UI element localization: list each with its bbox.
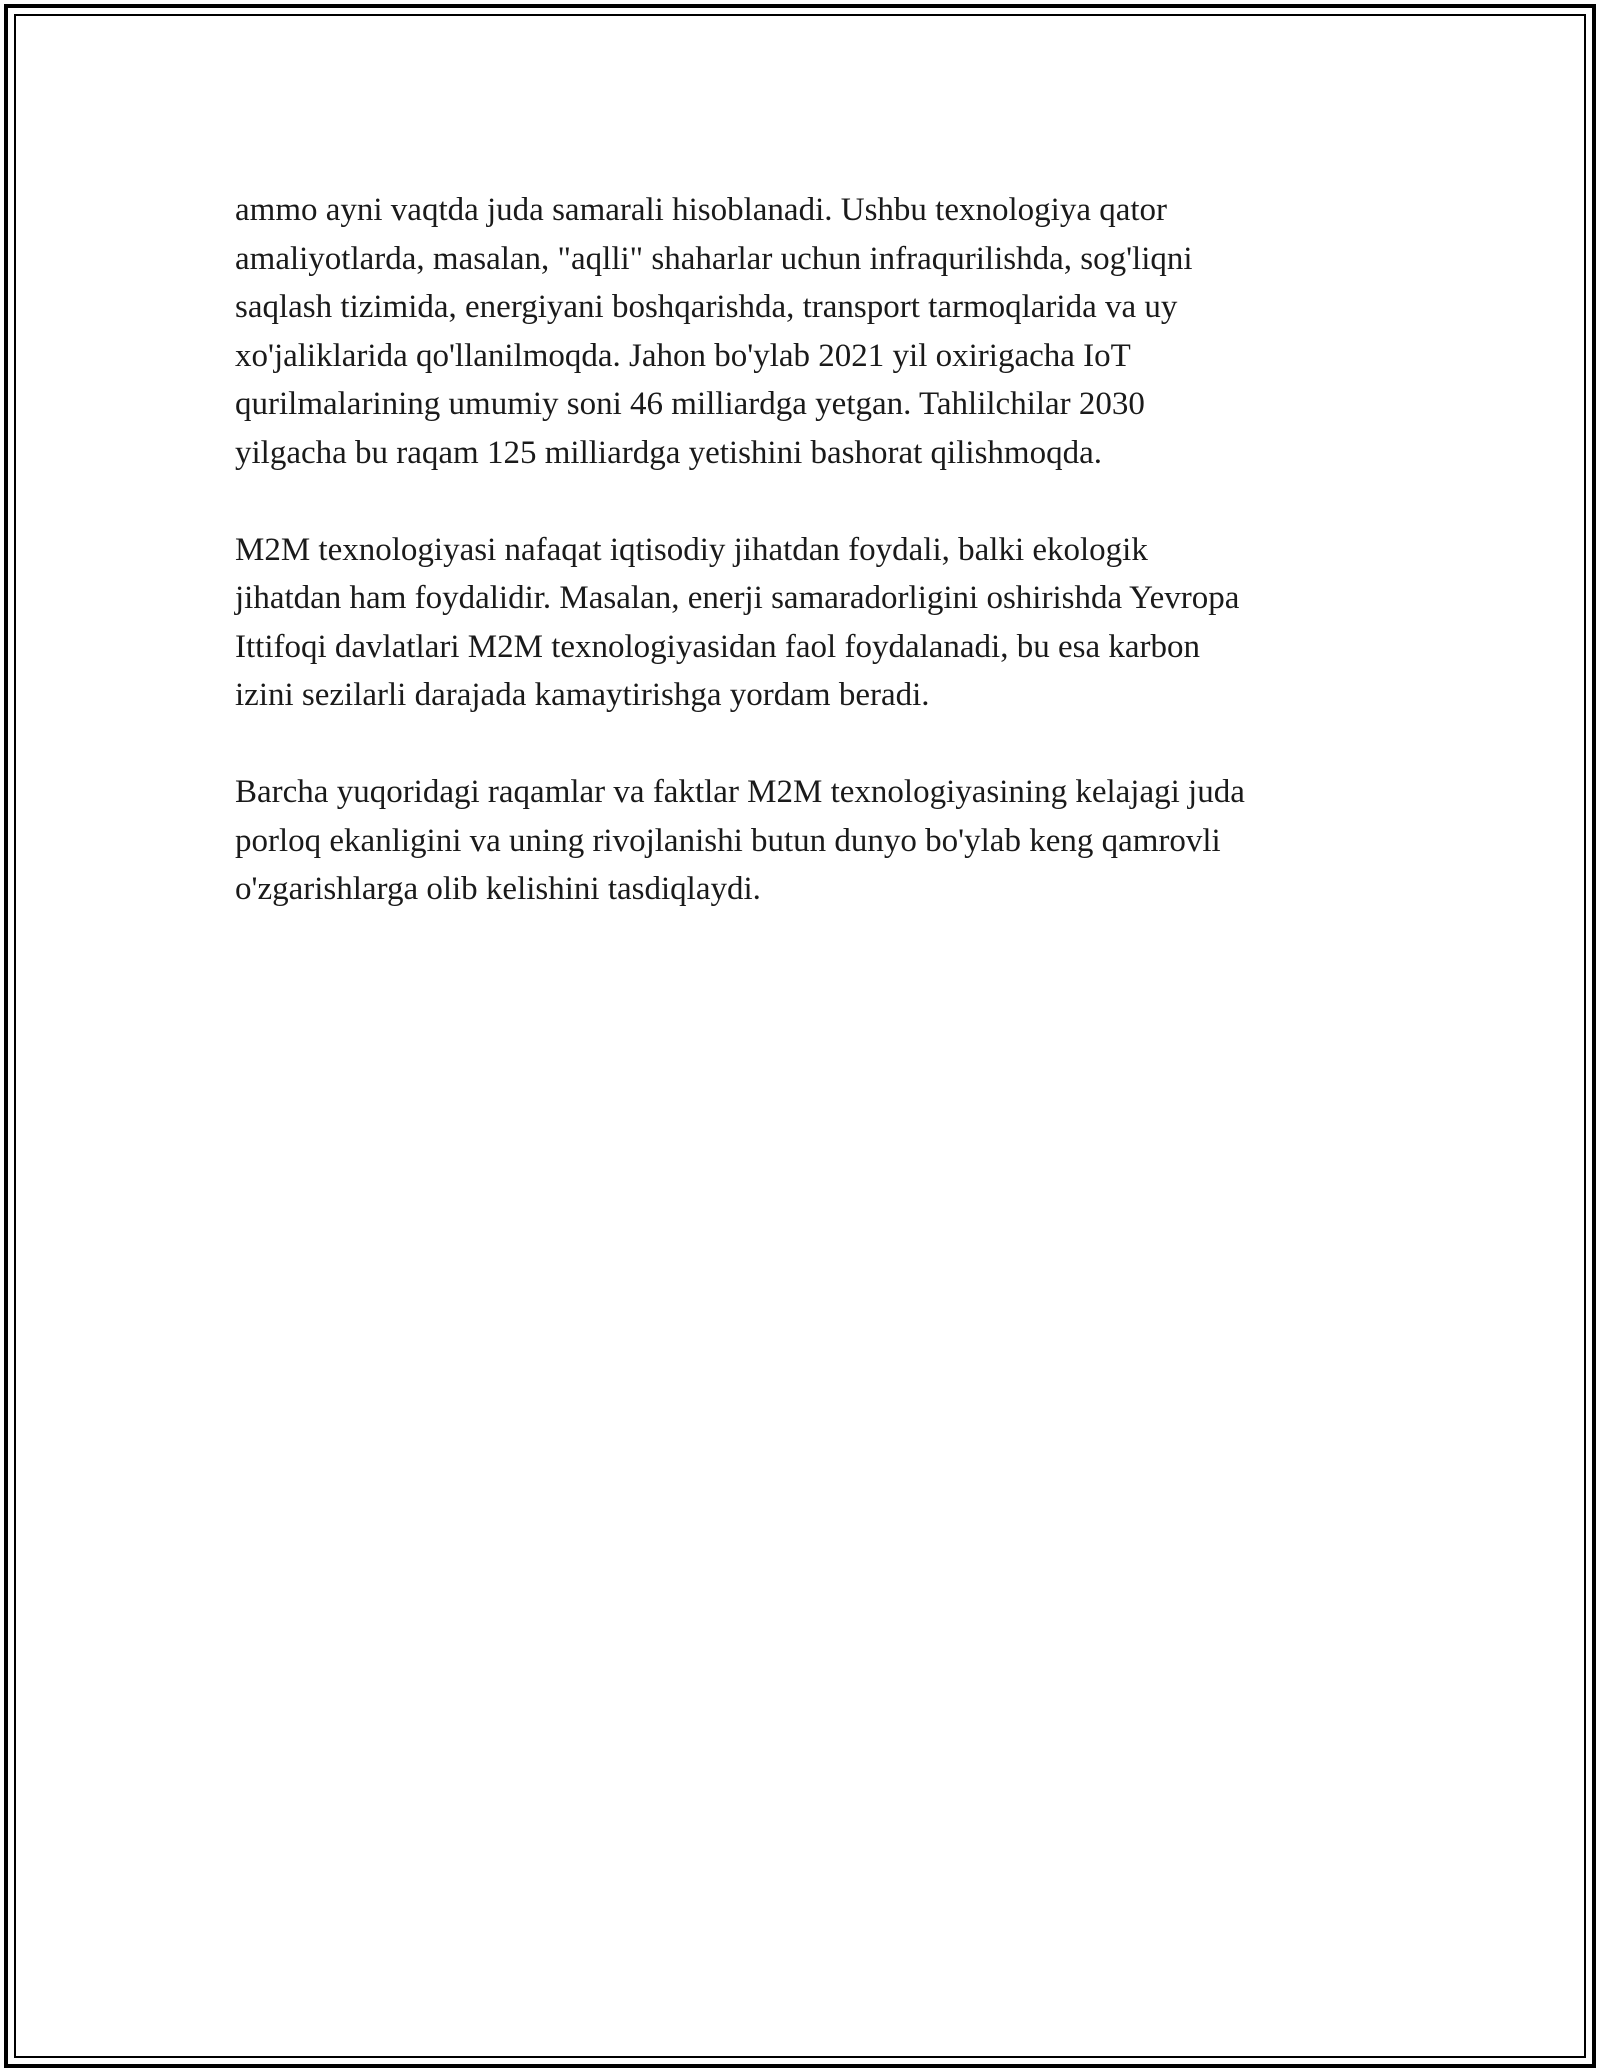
text-line: yilgacha bu raqam 125 milliardga yetishini bashorat qilishmoqda. xyxy=(235,434,1102,471)
text-line: M2M texnologiyasi nafaqat iqtisodiy jihatdan foydali, balki ekologik xyxy=(235,531,1148,568)
text-line: qurilmalarining umumiy soni 46 milliardga yetgan. Tahlilchilar 2030 xyxy=(235,386,1145,422)
paragraph-2 xyxy=(235,526,1375,720)
text-line: amaliyotlarda, masalan, "aqlli" shaharlar uchun infraqurilishda, sog'liqni xyxy=(235,240,1193,277)
text-line: o'zgarishlarga olib kelishini tasdiqlaydi. xyxy=(235,871,761,907)
text-line: saqlash tizimida, energiyani boshqarishda, transport tarmoqlarida va uy xyxy=(235,289,1178,325)
text-line: porloq ekanligini va uning rivojlanishi butun dunyo bo'ylab keng qamrovli xyxy=(235,822,1221,859)
text-line: xo'jaliklarida qo'llanilmoqda. Jahon bo'ylab 2021 yil oxirigacha IoT xyxy=(235,337,1131,374)
text-line: Ittifoqi davlatlari M2M texnologiyasidan faol foydalanadi, bu esa karbon xyxy=(235,628,1200,665)
text-line: jihatdan ham foydalidir. Masalan, enerji samaradorligini oshirishda Yevropa xyxy=(235,580,1240,616)
paragraph-3 xyxy=(235,768,1375,914)
paragraph-1 xyxy=(235,186,1375,477)
text-line: izini sezilarli darajada kamaytirishga yordam beradi. xyxy=(235,677,930,713)
text-line: Barcha yuqoridagi raqamlar va faktlar M2M texnologiyasining kelajagi juda xyxy=(235,774,1245,810)
text-line: ammo ayni vaqtda juda samarali hisoblanadi. Ushbu texnologiya qator xyxy=(235,192,1168,228)
document-body xyxy=(235,186,1375,962)
